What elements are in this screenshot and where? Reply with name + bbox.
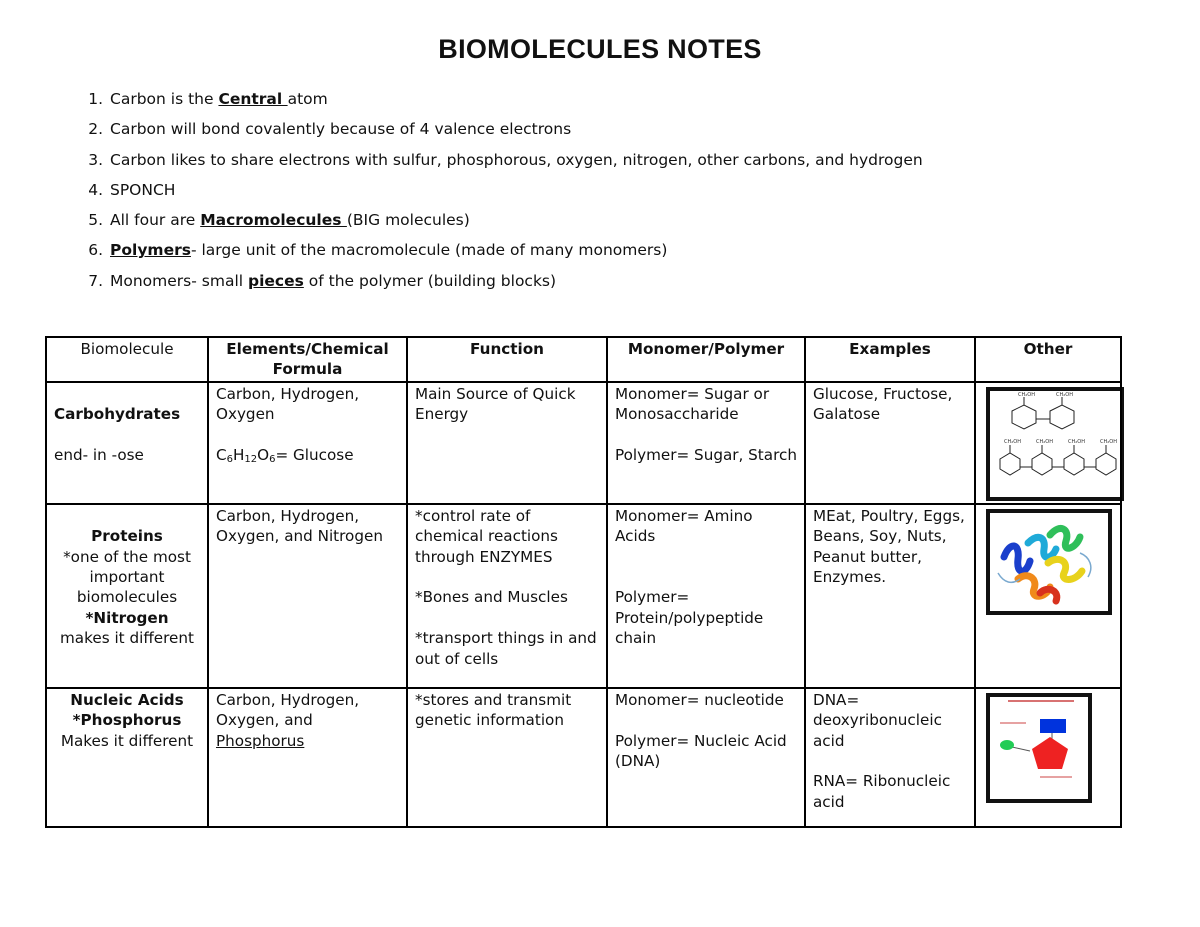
header-elements: Elements/Chemical Formula [208, 337, 407, 382]
nucleic-elements: Carbon, Hydrogen, Oxygen, and [216, 690, 360, 730]
proteins-note-rest: makes it different [60, 629, 194, 648]
carbs-monomer-cell [607, 382, 805, 504]
carbs-name: Carbohydrates [54, 405, 181, 424]
biomolecules-table [45, 336, 1122, 828]
carbs-note: end- in -ose [54, 446, 144, 464]
svg-text:CH₂OH: CH₂OH [1018, 391, 1035, 398]
nucleotide-image [986, 693, 1092, 803]
note-text: (BIG molecules) [346, 211, 470, 230]
nucleic-dna: DNA= deoxyribonucleic acid [813, 690, 942, 750]
table-row [46, 688, 1121, 827]
carbs-other-cell [975, 382, 1121, 504]
nucleic-monomer-cell [607, 688, 805, 827]
note-text: of the polymer (building blocks) [303, 271, 557, 290]
proteins-polymer: Polymer= Protein/polypeptide chain [615, 588, 764, 648]
note-item: 3. Carbon likes to share electrons with sulfur, phosphorous, oxygen, nitrogen, other carbons, and hydrogen [108, 145, 923, 175]
nucleic-note-rest: Makes it different [60, 731, 194, 750]
nucleic-key-element: *Phosphorus [72, 711, 182, 730]
carbs-polymer: Polymer= Sugar, Starch [615, 446, 797, 465]
carbs-examples: Glucose, Fructose, Galatose [805, 382, 975, 504]
protein-structure-image [986, 509, 1112, 615]
note-text: atom [287, 90, 328, 108]
carbs-elements: Carbon, Hydrogen, Oxygen [216, 384, 360, 424]
svg-text:CH₂OH: CH₂OH [1100, 438, 1117, 445]
header-biomolecule: Biomolecule [46, 337, 208, 382]
carbs-name-cell [46, 382, 208, 504]
nucleic-elements-cell [208, 688, 407, 827]
nucleic-name-cell [46, 688, 208, 827]
note-keyword: Polymers [110, 241, 191, 260]
note-text: All four are [110, 211, 201, 230]
proteins-function-cell [407, 504, 607, 688]
note-keyword: Macromolecules [200, 211, 347, 230]
carbs-monomer: Monomer= Sugar or Monosaccharide [615, 384, 770, 424]
proteins-name-cell [46, 504, 208, 688]
carbs-elements-cell [208, 382, 407, 504]
nucleic-monomer: Monomer= nucleotide [615, 690, 784, 709]
nucleic-function: *stores and transmit genetic information [407, 688, 607, 827]
note-item [108, 235, 923, 265]
svg-text:CH₂OH: CH₂OH [1068, 438, 1085, 445]
note-item: 4. SPONCH [108, 175, 923, 205]
note-text: - large unit of the macromolecule (made of many monomers) [190, 241, 668, 260]
header-function: Function [407, 337, 607, 382]
nucleic-polymer: Polymer= Nucleic Acid (DNA) [615, 731, 787, 771]
nucleic-rna: RNA= Ribonucleic acid [813, 772, 951, 811]
svg-text:CH₂OH: CH₂OH [1036, 438, 1053, 445]
proteins-monomer: Monomer= Amino Acids [615, 506, 753, 546]
svg-text:CH₂OH: CH₂OH [1056, 391, 1073, 398]
note-item [108, 205, 923, 235]
page-title: BIOMOLECULES NOTES [438, 34, 762, 64]
table-row [46, 382, 1121, 504]
nucleic-other-cell [975, 688, 1121, 827]
table-header-row [46, 337, 1121, 382]
note-keyword: Central [218, 90, 288, 108]
note-item [108, 84, 923, 114]
proteins-function-2: *Bones and Muscles [415, 588, 568, 607]
svg-text:CH₂OH: CH₂OH [1004, 438, 1021, 445]
notes-list [62, 84, 923, 296]
proteins-key-element: *Nitrogen [85, 608, 169, 627]
note-keyword: pieces [247, 271, 304, 290]
header-examples: Examples [805, 337, 975, 382]
proteins-examples: MEat, Poultry, Eggs, Beans, Soy, Nuts, Peanut butter, Enzymes. [805, 504, 975, 688]
proteins-other-cell [975, 504, 1121, 688]
note-item: 2. Carbon will bond covalently because of 4 valence electrons [108, 114, 923, 144]
carbs-function: Main Source of Quick Energy [407, 382, 607, 504]
proteins-function-3: *transport things in and out of cells [415, 629, 597, 668]
nucleic-elements-underlined: Phosphorus [216, 731, 305, 750]
proteins-monomer-cell [607, 504, 805, 688]
nucleic-name: Nucleic Acids [70, 690, 184, 709]
table-row [46, 504, 1121, 688]
proteins-elements: Carbon, Hydrogen, Oxygen, and Nitrogen [208, 504, 407, 688]
note-text: Monomers- small [110, 271, 248, 290]
proteins-function-1: *control rate of chemical reactions through ENZYMES [415, 506, 558, 566]
sugar-structure-image [986, 387, 1124, 501]
carbs-formula: $C_6H_{12}O_6= Glucose$ [216, 446, 354, 466]
proteins-note: *one of the most important biomolecules [63, 547, 191, 607]
header-monomer-polymer: Monomer/Polymer [607, 337, 805, 382]
header-other: Other [975, 337, 1121, 382]
nucleic-examples-cell [805, 688, 975, 827]
proteins-name: Proteins [91, 527, 163, 546]
note-item [108, 266, 923, 296]
note-text: Carbon is the [110, 90, 219, 108]
